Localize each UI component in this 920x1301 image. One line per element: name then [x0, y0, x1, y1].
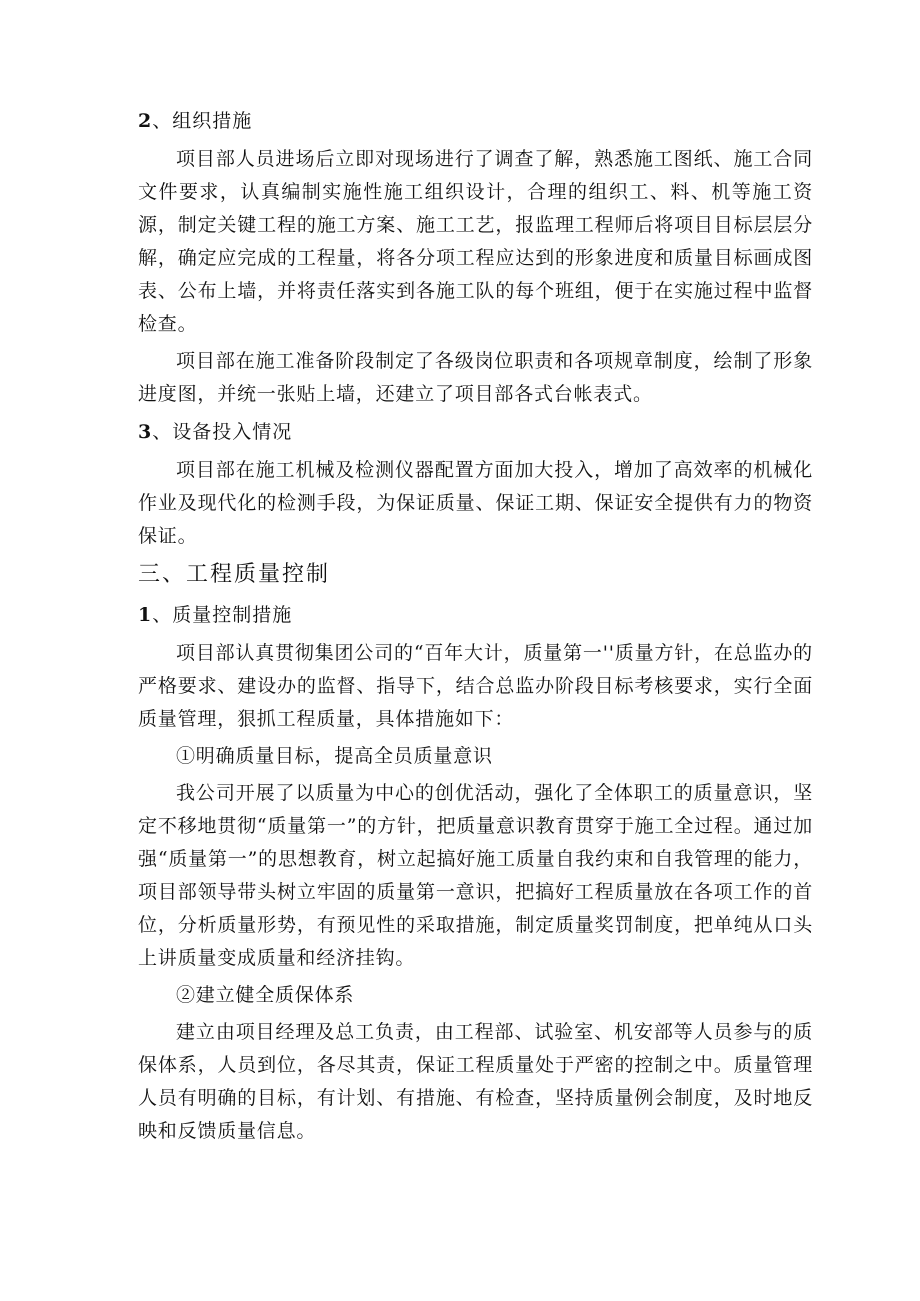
- list-item-heading: ①明确质量目标，提高全员质量意识: [176, 745, 493, 767]
- chapter-heading-quality-control: 三、工程质量控制: [138, 562, 331, 587]
- paragraph: 我公司开展了以质量为中心的创优活动，强化了全体职工的质量意识，坚定不移地贯彻“质量第一”的方针，把质量意识教育贯穿于施工全过程。通过加强“质量第一”的思想教育，树立起搞好施工质量自我约束和自我管理的能力，项目部领导带头树立牢固的质量第一意识，把搞好工程质量放在各项工作的首位，分析质量形势，有预见性的采取措施，制定质量奖罚制度，把单纯从口头上讲质量变成质量和经济挂钩。: [138, 782, 813, 969]
- section-number: 3: [138, 421, 153, 443]
- paragraph: 项目部人员进场后立即对现场进行了调查了解，熟悉施工图纸、施工合同文件要求，认真编制实施性施工组织设计，合理的组织工、料、机等施工资源，制定关键工程的施工方案、施工工艺，报监理工程师后将项目目标层层分解，确定应完成的工程量，将各分项工程应达到的形象进度和质量目标画成图表、公布上墙，并将责任落实到各施工队的每个班组，便于在实施过程中监督检查。: [138, 148, 813, 335]
- section-title: 、设备投入情况: [152, 421, 293, 443]
- section-heading-organization: [138, 104, 813, 138]
- paragraph: 建立由项目经理及总工负责，由工程部、试验室、机安部等人员参与的质保体系，人员到位，各尽其责，保证工程质量处于严密的控制之中。质量管理人员有明确的目标，有计划、有措施、有检查，坚持质量例会制度，及时地反映和反馈质量信息。: [138, 1021, 813, 1142]
- section-title: 、质量控制措施: [152, 604, 293, 626]
- section-title: 、组织措施: [152, 110, 253, 132]
- section-number: 1: [138, 604, 153, 626]
- paragraph: 项目部在施工准备阶段制定了各级岗位职责和各项规章制度，绘制了形象进度图，并统一张贴上墙，还建立了项目部各式台帐表式。: [138, 350, 813, 405]
- paragraph: 项目部认真贯彻集团公司的“百年大计，质量第一''质量方针，在总监办的严格要求、建设办的监督、指导下，结合总监办阶段目标考核要求，实行全面质量管理，狠抓工程质量，具体措施如下：: [138, 642, 813, 730]
- list-item-heading: ②建立健全质保体系: [176, 984, 355, 1006]
- section-heading-equipment: [138, 415, 813, 449]
- section-number: 2: [138, 110, 153, 132]
- paragraph: 项目部在施工机械及检测仪器配置方面加大投入，增加了高效率的机械化作业及现代化的检测手段，为保证质量、保证工期、保证安全提供有力的物资保证。: [138, 459, 813, 547]
- document-page: [138, 104, 813, 1152]
- section-heading-quality-measures: [138, 598, 813, 632]
